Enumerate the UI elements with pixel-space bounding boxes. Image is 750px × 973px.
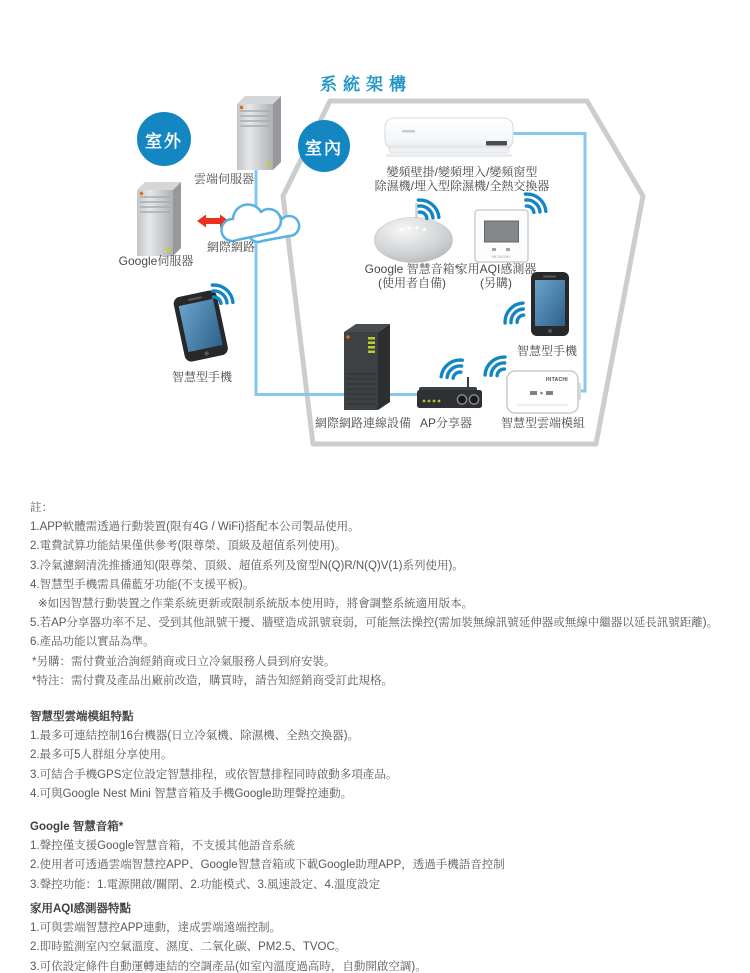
- cloud-module-device: [507, 371, 581, 413]
- feature-item: 3.可結合手機GPS定位設定智慧排程，或依智慧排程同時啟動多項產品。: [30, 768, 398, 781]
- diagram-title: 系統架構: [320, 75, 412, 94]
- note-star-item: *特注：需付費及產品出廠前改造，購買時，請告知經銷商受訂此規格。: [32, 674, 393, 687]
- hitachi-logo-module: HITACHI: [545, 377, 569, 383]
- label-google-server: Google伺服器: [118, 254, 194, 268]
- note-star-item: *另購：需付費並洽詢經銷商或日立冷氣服務人員到府安裝。: [32, 655, 336, 668]
- label-internet: 網際網路: [206, 240, 256, 254]
- feature-item: 3.聲控功能：1.電源開啟/關閉、2.功能模式、3.風速設定、4.溫度設定: [30, 878, 381, 891]
- wifi-icon-indoor-phone: [501, 299, 529, 328]
- note-item: 1.APP軟體需透過行動裝置(限有4G / WiFi)搭配本公司製品使用。: [30, 521, 360, 534]
- label-aqi-sub: (另購): [480, 276, 512, 290]
- module-features-section: [30, 708, 742, 804]
- hitachi-logo-aqi: HITACHI: [491, 254, 511, 259]
- speaker-features-section: [30, 818, 742, 895]
- section-heading: 家用AQI感測器特點: [30, 903, 131, 915]
- feature-item: 2.即時監測室內空氣溫度、濕度、二氧化碳、PM2.5、TVOC。: [30, 941, 347, 954]
- label-modem: 網際網路連線設備: [314, 416, 412, 430]
- label-ap-router: AP分享器: [419, 416, 473, 430]
- feature-item: 4.可與Google Nest Mini 智慧音箱及手機Google助理聲控連動。: [30, 787, 353, 800]
- note-item: 6.產品功能以實品為準。: [30, 636, 155, 649]
- note-item: 5.若AP分享器功率不足、受到其他訊號干擾、牆壁造成訊號衰弱，可能無法操控(需加裝無線訊號延伸器或無線中繼器以延長訊號距離)。: [30, 617, 719, 630]
- section-heading: 智慧型雲端模組特點: [30, 711, 134, 723]
- feature-item: 1.可與雲端智慧控APP連動，達成雲端遠端控制。: [30, 922, 282, 935]
- feature-item: 3.可依設定條件自動運轉連結的空調產品(如室內溫度過高時，自動開啟空調)。: [30, 960, 427, 973]
- section-heading: Google 智慧音箱*: [30, 821, 124, 833]
- note-item: 3.冷氣濾網清洗推播通知(限尊榮、頂級、超值系列及窗型N(Q)R/N(Q)V(1)系列使用)。: [30, 559, 464, 572]
- label-ac-line2: 除濕機/埋入型除濕機/全熱交換器: [374, 179, 550, 193]
- internet-cloud-icon: [221, 204, 299, 241]
- ac-unit: [385, 118, 513, 157]
- modem-tower: [344, 324, 390, 410]
- notes-block: [30, 499, 742, 691]
- feature-item: 2.最多可5人群組分享使用。: [30, 749, 173, 762]
- feature-item: 1.聲控僅支援Google智慧音箱，不支援其他語音系統: [30, 840, 296, 853]
- label-ac-line1: 變頻壁掛/變頻埋入/變頻窗型: [386, 165, 538, 179]
- cloud-server-tower: [237, 96, 281, 170]
- indoor-smartphone: [531, 272, 569, 336]
- note-item: 4.智慧型手機需具備藍牙功能(不支援平板)。: [30, 578, 255, 591]
- notes-label: 註：: [30, 502, 53, 514]
- google-server-tower: [137, 182, 181, 256]
- label-cloud-server: 雲端伺服器: [193, 172, 255, 186]
- aqi-features-section: [30, 900, 742, 973]
- note-item: 2.電費試算功能結果僅供參考(限尊榮、頂級及超值系列使用)。: [30, 540, 347, 553]
- wifi-icon-ap: [438, 356, 468, 384]
- label-cloud-module: 智慧型雲端模組: [500, 416, 586, 430]
- google-speaker: [375, 203, 453, 263]
- label-outdoor-phone: 智慧型手機: [171, 370, 233, 384]
- label-speaker-sub: (使用者自備): [378, 276, 446, 290]
- note-sub-item: ※如因智慧行動裝置之作業系統更新或限制系統版本使用時，將會調整系統適用版本。: [38, 597, 474, 610]
- ap-router-device: [417, 377, 482, 408]
- label-indoor-phone: 智慧型手機: [516, 344, 578, 358]
- zone-indoor-badge: 室內: [298, 120, 350, 172]
- cloud-to-modem-line: [256, 168, 344, 395]
- wifi-icon-module: [481, 353, 510, 381]
- zone-outdoor-badge: 室外: [137, 112, 191, 166]
- label-speaker: Google 智慧音箱*: [364, 262, 460, 276]
- feature-item: 1.最多可連結控制16台機器(日立冷氣機、除濕機、全熱交換器)。: [30, 730, 360, 743]
- feature-item: 2.使用者可透過雲端智慧控APP、Google智慧音箱或下載Google助理APP，透過手機語音控制: [30, 859, 505, 872]
- label-aqi-sensor: 家用AQI感測器: [455, 262, 537, 276]
